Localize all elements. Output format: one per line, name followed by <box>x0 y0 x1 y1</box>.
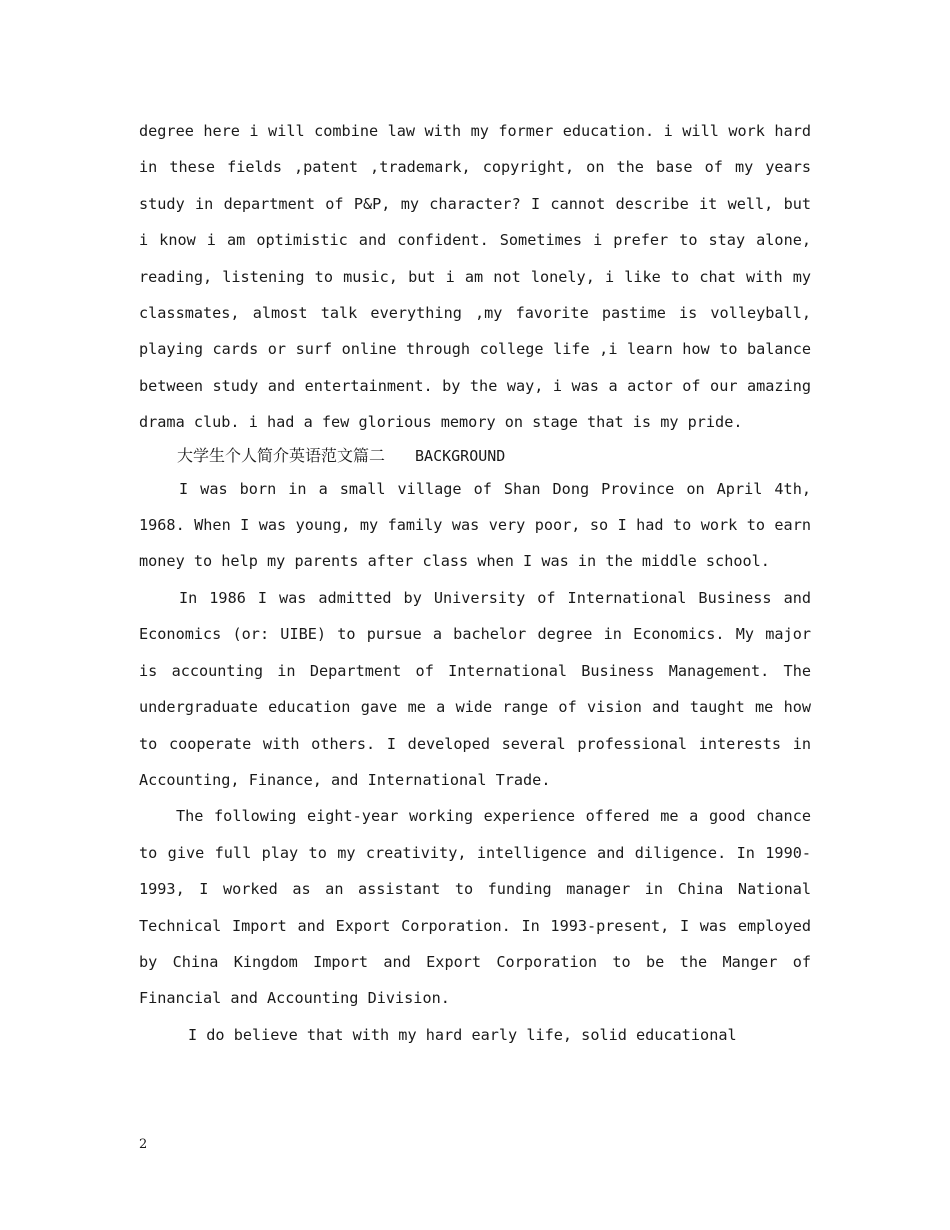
paragraph-education: In 1986 I was admitted by University of International Business and Economics (or: UIBE) to pursue a bachelor degree in Economics. My major is accounting in Department of International Business Management. The undergraduate education gave me a wide range of vision and taught me how to cooperate with others. I developed several professional interests in Accounting, Finance, and International Trade. <box>139 588 811 789</box>
paragraph-belief: I do believe that with my hard early life, solid educational <box>188 1025 737 1044</box>
section-heading-english: BACKGROUND <box>415 446 506 465</box>
paragraph-background: I was born in a small village of Shan Dong Province on April 4th, 1968. When I was young, my family was very poor, so I had to work to earn money to help my parents after class when I was in the middle school. <box>139 479 811 571</box>
paragraph-work-experience: The following eight-year working experience offered me a good chance to give full play to my creativity, intelligence and diligence. In 1990-1993, I worked as an assistant to funding manager in China National Technical Import and Export Corporation. In 1993-present, I was employed by China Kingdom Import and Export Corporation to be the Manger of Financial and Accounting Division. <box>139 807 811 1008</box>
page-number: 2 <box>139 1137 148 1152</box>
section-heading-chinese: 大学生个人简介英语范文篇二 <box>177 445 386 465</box>
section-heading <box>139 441 811 471</box>
document-body <box>139 113 811 1053</box>
paragraph-intro-continued: degree here i will combine law with my former education. i will work hard in these fields ,patent ,trademark, copyright, on the base of my years study in department of P&P, my character? I cannot describe it well, but i know i am optimistic and confident. Sometimes i prefer to stay alone, reading, listening to music, but i am not lonely, i like to chat with my classmates, almost talk everything ,my favorite pastime is volleyball, playing cards or surf online through college life ,i learn how to balance between study and entertainment. by the way, i was a actor of our amazing drama club. i had a few glorious memory on stage that is my pride. <box>139 122 811 432</box>
